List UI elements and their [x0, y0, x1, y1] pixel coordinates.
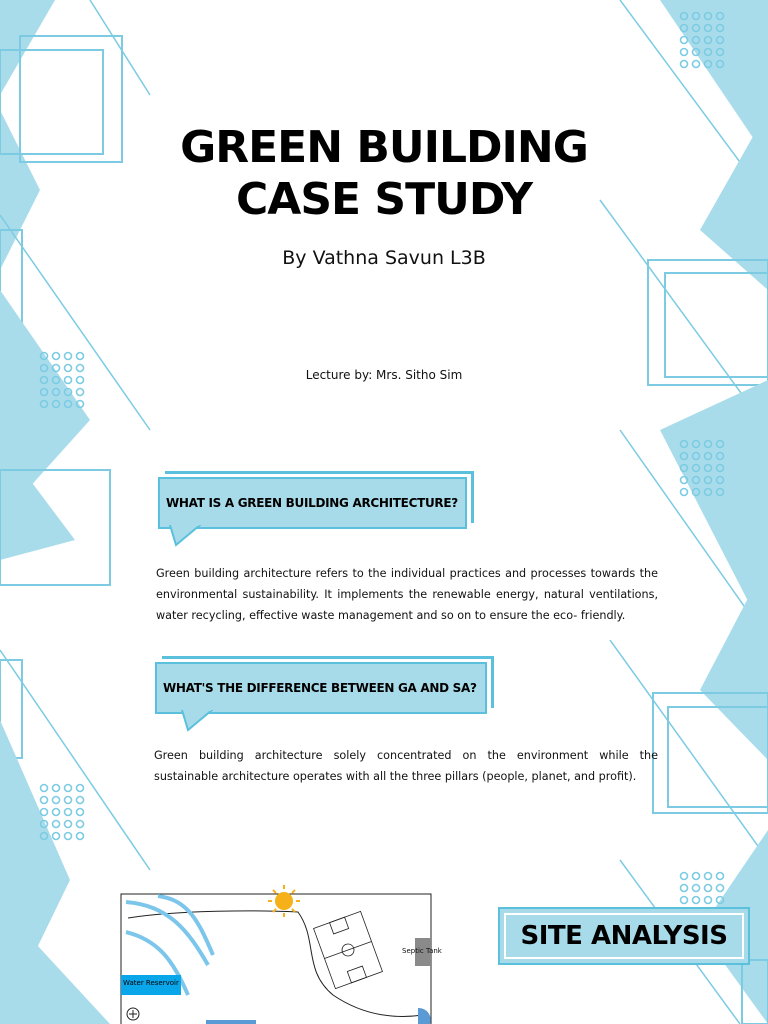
lecturer-line: Lecture by: Mrs. Sitho Sim — [305, 368, 463, 382]
deco-dot — [77, 809, 84, 816]
deco-dot — [693, 897, 700, 904]
deco-dot — [41, 797, 48, 804]
deco-dot — [65, 353, 72, 360]
deco-dot — [53, 797, 60, 804]
water-reservoir — [121, 975, 181, 995]
deco-dot — [681, 61, 688, 68]
deco-dot — [65, 785, 72, 792]
deco-dot — [717, 873, 724, 880]
deco-dot — [41, 785, 48, 792]
deco-dot — [693, 873, 700, 880]
deco-dot — [77, 389, 84, 396]
pond-shape — [418, 1008, 431, 1024]
deco-dot — [681, 885, 688, 892]
deco-dot — [77, 797, 84, 804]
site-analysis-box — [498, 907, 750, 965]
author-byline: By Vathna Savun L3B — [282, 247, 486, 269]
deco-dot — [53, 353, 60, 360]
deco-dot — [53, 833, 60, 840]
deco-dot — [693, 885, 700, 892]
water-reservoir-label: Water Reservoir — [123, 979, 179, 987]
deco-dot — [77, 785, 84, 792]
deco-dot — [681, 49, 688, 56]
question-2: WHAT'S THE DIFFERENCE BETWEEN GA AND SA? — [163, 681, 477, 695]
wind-arrow-2 — [158, 896, 213, 955]
deco-triangle-tl — [0, 0, 55, 95]
deco-dot — [65, 833, 72, 840]
septic-tank-label: Septic Tank — [402, 947, 442, 955]
document-title-line2: CASE STUDY — [235, 174, 533, 225]
answer-2: Green building architecture solely concentrated on the environment while the sustainable architecture operates with all the three pillars (people, planet, and profit). — [154, 749, 658, 783]
speech-tail-2 — [180, 710, 220, 734]
basketball-court — [314, 911, 383, 988]
deco-dot — [681, 897, 688, 904]
deco-dot — [53, 821, 60, 828]
deco-frame-r1-inner — [665, 273, 768, 377]
recycle-icon-mark — [129, 1010, 137, 1018]
deco-dot — [41, 809, 48, 816]
answer-1: Green building architecture refers to the individual practices and processes towards the environmental sustainability. It implements the renewable energy, natural ventilations, water recycling, effective waste management and so on to ensure the eco- friendly. — [156, 567, 658, 622]
question-box-2 — [155, 662, 487, 714]
site-plan-drawing — [118, 880, 438, 1024]
deco-line-tl — [90, 0, 150, 95]
deco-dot — [77, 833, 84, 840]
deco-dot — [705, 897, 712, 904]
deco-triangle-r3 — [700, 560, 768, 760]
deco-dot — [717, 885, 724, 892]
deco-dot — [705, 885, 712, 892]
deco-dot — [65, 797, 72, 804]
building-block — [206, 1020, 256, 1024]
deco-dot — [77, 821, 84, 828]
deco-dot — [53, 785, 60, 792]
deco-dot — [681, 37, 688, 44]
deco-dot — [693, 61, 700, 68]
deco-dot — [705, 873, 712, 880]
speech-tail-1 — [168, 525, 208, 549]
deco-dot — [65, 821, 72, 828]
question-1: WHAT IS A GREEN BUILDING ARCHITECTURE? — [166, 496, 458, 510]
document-title-line1: GREEN BUILDING — [180, 122, 588, 173]
deco-dot — [65, 809, 72, 816]
deco-dot — [681, 873, 688, 880]
deco-dot — [77, 353, 84, 360]
question-box-1 — [158, 477, 467, 529]
site-analysis-heading: SITE ANALYSIS — [520, 921, 728, 951]
deco-dot — [681, 489, 688, 496]
deco-dot — [53, 809, 60, 816]
